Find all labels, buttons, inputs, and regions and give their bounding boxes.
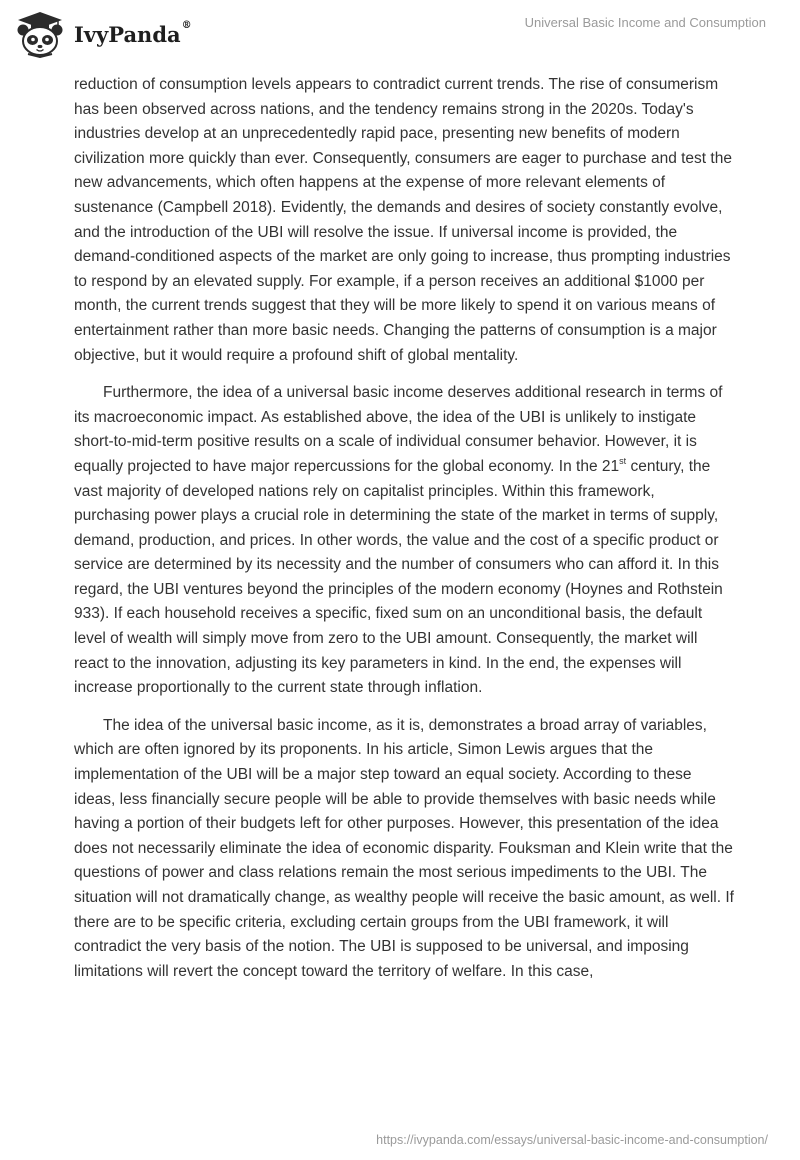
page-header <box>0 0 800 70</box>
paragraph-2 <box>74 381 734 701</box>
paragraph-3: The idea of the universal basic income, as it is, demonstrates a broad array of variables, which are often ignored by its proponents. In his article, Simon Lewis argues that the implementation of the UBI will be a major step toward an equal society. According to these ideas, less financially secure people will be able to provide themselves with basic needs while having a portion of their budgets left for other purposes. However, this presentation of the idea does not necessarily eliminate the idea of economic disparity. Fouksman and Klein write that the questions of power and class relations remain the most serious impediments to the UBI. The situation will not dramatically change, as wealthy people will receive the basic amount, as well. If there are to be specific criteria, excluding certain groups from the UBI framework, it will contradict the very basis of the notion. The UBI is supposed to be universal, and imposing limitations will revert the concept toward the territory of welfare. In this case, <box>74 716 734 980</box>
registered-mark: ® <box>181 19 192 31</box>
paragraph-1: reduction of consumption levels appears to contradict current trends. The rise of consumerism has been observed across nations, and the tendency remains strong in the 2020s. Today's industries develop at an unprecedentedly rapid pace, presenting new benefits of modern civilization more quickly than ever. Consequently, consumers are eager to purchase and test the new advancements, which often happens at the expense of more relevant elements of sustenance (Campbell 2018). Evidently, the demands and desires of society constantly evolve, and the introduction of the UBI will resolve the issue. If universal income is provided, the demand-conditioned aspects of the market are only going to increase, thus prompting industries to respond by an elevated supply. For example, if a person receives an additional $1000 per month, the current trends suggest that they will be more likely to spend it on various means of entertainment rather than more basic needs. Changing the patterns of consumption is a major objective, but it would require a profound shift of global mentality. <box>74 76 732 364</box>
ordinal-suffix: st <box>619 455 627 466</box>
essay-body <box>74 73 734 997</box>
brand-name: IvyPanda® <box>74 19 192 47</box>
source-url[interactable]: https://ivypanda.com/essays/universal-basic-income-and-consumption/ <box>376 1133 768 1147</box>
paragraph-2-text-end: century, the vast majority of developed nations rely on capitalist principles. Within this framework, purchasing power plays a crucial role in determining the state of the market in terms of supply, demand, production, and prices. In other words, the value and the cost of a specific product or service are determined by its necessity and the number of consumers who can afford it. In this regard, the UBI ventures beyond the principles of the modern economy (Hoynes and Rothstein 933). If each household receives a specific, fixed sum on an unconditional basis, the default level of wealth will simply move from zero to the UBI amount. Consequently, the market will react to the innovation, adjusting its key parameters in kind. In the end, the expenses will increase proportionally to the current state through inflation. <box>74 457 723 697</box>
document-title: Universal Basic Income and Consumption <box>524 15 766 30</box>
paragraph-2-text-start: Furthermore, the idea of a universal basic income deserves additional research in terms of its macroeconomic impact. As established above, the idea of the UBI is unlikely to instigate short-to-mid-term positive results on a scale of individual consumer behavior. However, it is equally projected to have major repercussions for the global economy. In the 21 <box>74 384 723 475</box>
logo[interactable] <box>14 10 192 58</box>
panda-graduate-icon <box>14 10 66 58</box>
